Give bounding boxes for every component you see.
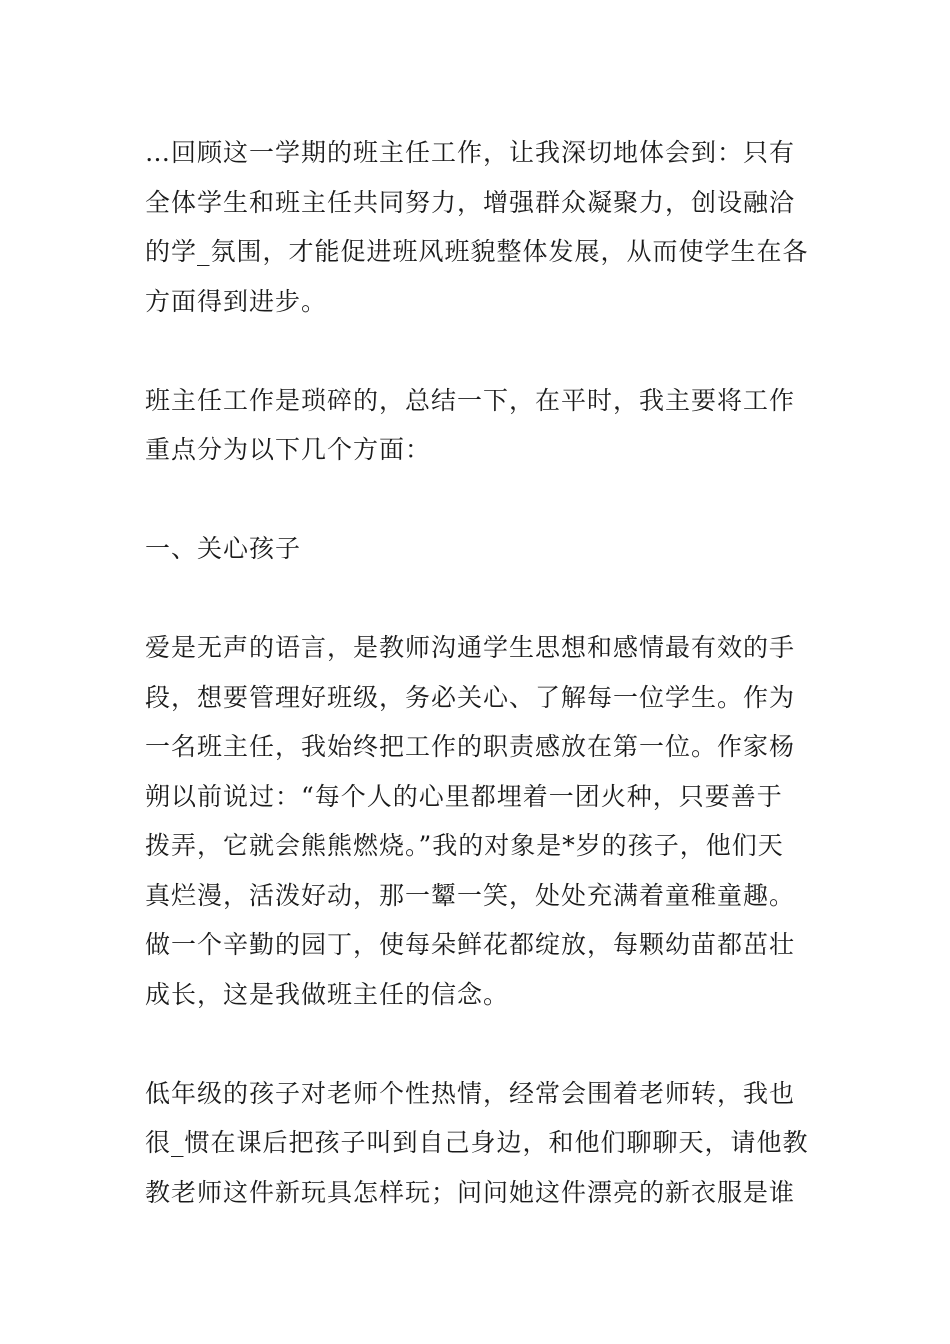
text-line: …回顾这一学期的班主任工作，让我深切地体会到：只有 [145,138,796,167]
text-line: 一名班主任，我始终把工作的职责感放在第一位。作家杨 [145,732,796,761]
text-line: 拨弄，它就会熊熊燃烧。”我的对象是*岁的孩子，他们天 [145,831,784,860]
section-heading [145,524,805,574]
paragraph-young-children [145,1069,809,1218]
text-line: 的学_氛围，才能促进班风班貌整体发展，从而使学生在各 [145,237,809,266]
paragraph-overview [145,376,805,475]
text-line: 爱是无声的语言，是教师沟通学生思想和感情最有效的手 [145,633,796,662]
text-line: 做一个辛勤的园丁，使每朵鲜花都绽放，每颗幼苗都茁壮 [145,930,796,959]
text-line: 方面得到进步。 [145,286,328,316]
heading-text: 一、关心孩子 [145,534,302,563]
text-line: 很_惯在课后把孩子叫到自己身边，和他们聊聊天，请他教 [145,1128,809,1157]
text-line: 成长，这是我做班主任的信念。 [145,979,510,1009]
document-body [145,128,809,1267]
text-line: 重点分为以下几个方面： [145,435,432,464]
paragraph-intro [145,128,809,326]
paragraph-care [145,623,805,1019]
text-line: 真烂漫，活泼好动，那一颦一笑，处处充满着童稚童趣。 [145,880,796,910]
text-line: 班主任工作是琐碎的，总结一下，在平时，我主要将工作 [145,385,796,415]
text-line: 朔以前说过：“每个人的心里都埋着一团火种，只要善于 [145,781,783,811]
text-line: 低年级的孩子对老师个性热情，经常会围着老师转，我也 [145,1078,796,1108]
text-line: 教老师这件新玩具怎样玩；问问她这件漂亮的新衣服是谁 [145,1177,796,1207]
text-line: 段，想要管理好班级，务必关心、了解每一位学生。作为 [145,682,796,712]
text-line: 全体学生和班主任共同努力，增强群众凝聚力，创设融洽 [145,187,796,217]
